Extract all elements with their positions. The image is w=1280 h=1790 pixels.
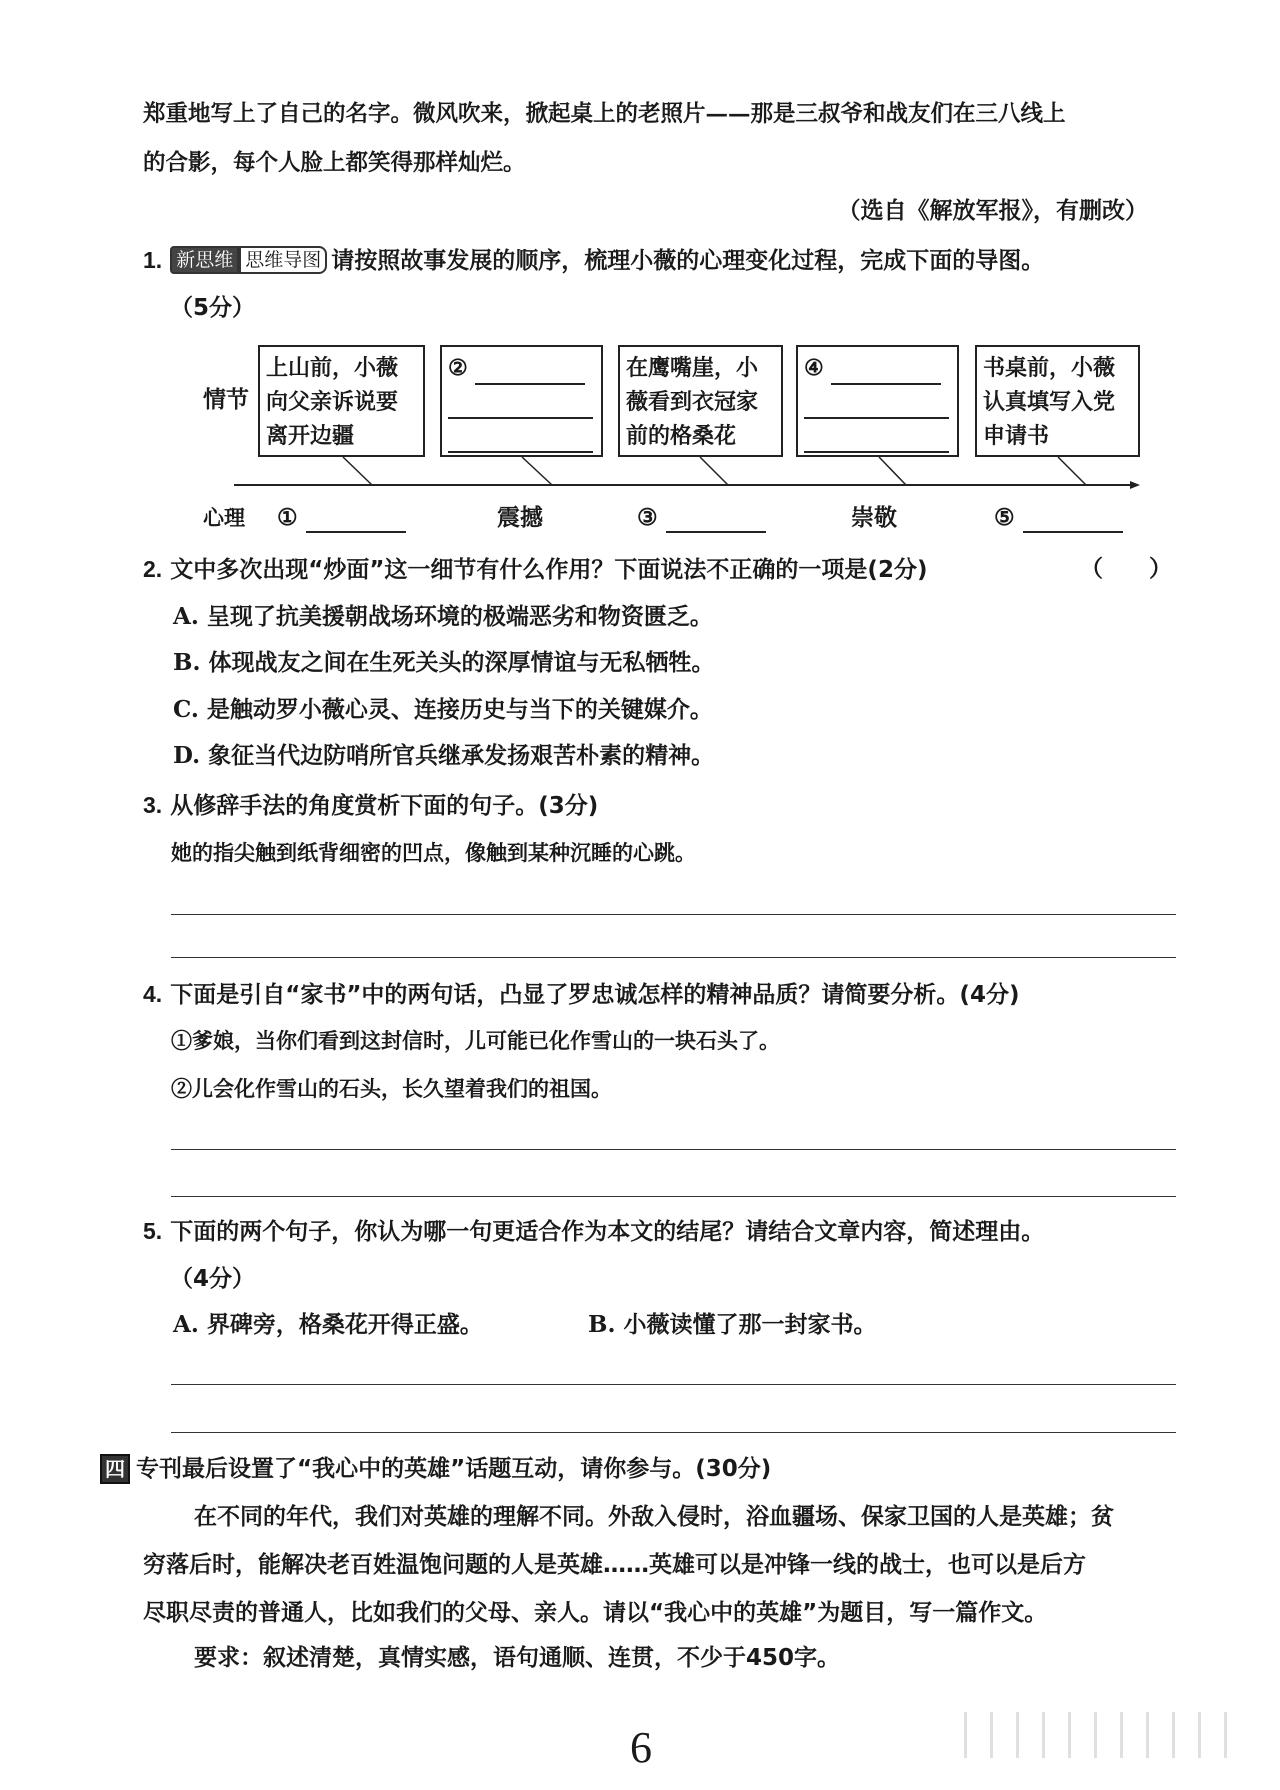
box-line: 认真填写入党 xyxy=(983,389,1116,415)
q2-option-b: B. 体现战友之间在生死关头的深厚情谊与无私牺牲。 xyxy=(173,649,715,676)
question-4: 4. 下面是引自“家书”中的两句话，凸显了罗忠诚怎样的精神品质？请简要分析。(4分) xyxy=(143,981,1020,1008)
box-line: 离开边疆 xyxy=(266,423,355,449)
question-2: 2. 文中多次出现“炒面”这一细节有什么作用？下面说法不正确的一项是(2分) xyxy=(143,556,928,583)
watermark-decoration xyxy=(950,1712,1250,1758)
answer-line[interactable] xyxy=(171,1432,1176,1433)
essay-requirements: 要求：叙述清楚，真情实感，语句通顺、连贯，不少于450字。 xyxy=(194,1645,841,1671)
q1-text: 请按照故事发展的顺序，梳理小薇的心理变化过程，完成下面的导图。 xyxy=(331,248,1045,274)
marker: ② xyxy=(448,355,468,381)
q5-score: （4分） xyxy=(170,1266,256,1292)
q4-sentence-1: ①爹娘，当你们看到这封信时，儿可能已化作雪山的一块石头了。 xyxy=(171,1028,780,1053)
source-citation: （选自《解放军报》，有删改） xyxy=(837,197,1148,224)
question-5: 5. 下面的两个句子，你认为哪一句更适合作为本文的结尾？请结合文章内容，简述理由。 xyxy=(143,1218,1045,1245)
box-line: 薇看到衣冠家 xyxy=(626,389,759,415)
timeline-arrow xyxy=(0,0,1280,520)
q2-option-d: D. 象征当代边防哨所官兵继承发扬艰苦朴素的精神。 xyxy=(173,742,715,769)
q5-option-a: A. 界碑旁，格桑花开得正盛。 xyxy=(173,1311,483,1338)
q5-option-b: B. 小薇读懂了那一封家书。 xyxy=(588,1311,877,1338)
mind-label: 心理 xyxy=(203,505,245,530)
q1-number: 1. xyxy=(143,247,163,273)
new-thinking-tag: 新思维 xyxy=(170,246,239,274)
question-3: 3. 从修辞手法的角度赏析下面的句子。(3分) xyxy=(143,792,599,819)
q2-option-a: A. 呈现了抗美援朝战场环境的极端恶劣和物资匮乏。 xyxy=(173,603,713,630)
box-line: 上山前，小薇 xyxy=(266,355,399,381)
answer-line[interactable] xyxy=(171,1384,1176,1385)
passage-line-2: 的合影，每个人脸上都笑得那样灿烂。 xyxy=(143,150,526,176)
answer-line[interactable] xyxy=(171,1196,1176,1197)
prompt-line-1: 在不同的年代，我们对英雄的理解不同。外敌入侵时，浴血疆场、保家卫国的人是英雄；贫 xyxy=(194,1504,1114,1530)
prompt-line-3: 尽职尽责的普通人，比如我们的父母、亲人。请以“我心中的英雄”为题目，写一篇作文。 xyxy=(143,1600,1048,1626)
section-4-heading: 四 专刊最后设置了“我心中的英雄”话题互动，请你参与。(30分) xyxy=(100,1454,771,1484)
box-line: 向父亲诉说要 xyxy=(266,389,399,415)
box-line: 申请书 xyxy=(983,423,1050,449)
answer-line[interactable] xyxy=(171,1149,1176,1150)
passage-line-1: 郑重地写上了自己的名字。微风吹来，掀起桌上的老照片——那是三叔爷和战友们在三八线上 xyxy=(143,101,1066,127)
q2-option-c: C. 是触动罗小薇心灵、连接历史与当下的关键媒介。 xyxy=(173,696,713,723)
mind-map-tag: 思维导图 xyxy=(239,246,327,274)
box-line: 在鹰嘴崖，小 xyxy=(626,355,759,381)
section-number-badge: 四 xyxy=(100,1454,130,1484)
q4-sentence-2: ②儿会化作雪山的石头，长久望着我们的祖国。 xyxy=(171,1076,612,1101)
mind-blank-3[interactable]: ③ xyxy=(637,503,766,533)
marker: ④ xyxy=(804,355,824,381)
box-line: 书桌前，小薇 xyxy=(983,355,1116,381)
answer-line[interactable] xyxy=(171,957,1176,958)
q2-answer-bracket[interactable]: （ ） xyxy=(1080,556,1172,582)
page-number: 6 xyxy=(630,1723,652,1772)
plot-label: 情节 xyxy=(203,386,249,413)
mind-blank-5[interactable]: ⑤ xyxy=(994,503,1123,533)
prompt-line-2: 穷落后时，能解决老百姓温饱问题的人是英雄……英雄可以是冲锋一线的战士，也可以是后方 xyxy=(143,1552,1086,1578)
answer-line[interactable] xyxy=(171,914,1176,915)
q1-score: （5分） xyxy=(170,295,256,321)
q3-sentence: 她的指尖触到纸背细密的凹点，像触到某种沉睡的心跳。 xyxy=(171,840,696,865)
box-line: 前的格桑花 xyxy=(626,423,737,449)
mind-blank-1[interactable]: ① xyxy=(277,503,406,533)
mind-shock: 震撼 xyxy=(497,504,543,531)
mind-reverence: 崇敬 xyxy=(851,504,897,531)
